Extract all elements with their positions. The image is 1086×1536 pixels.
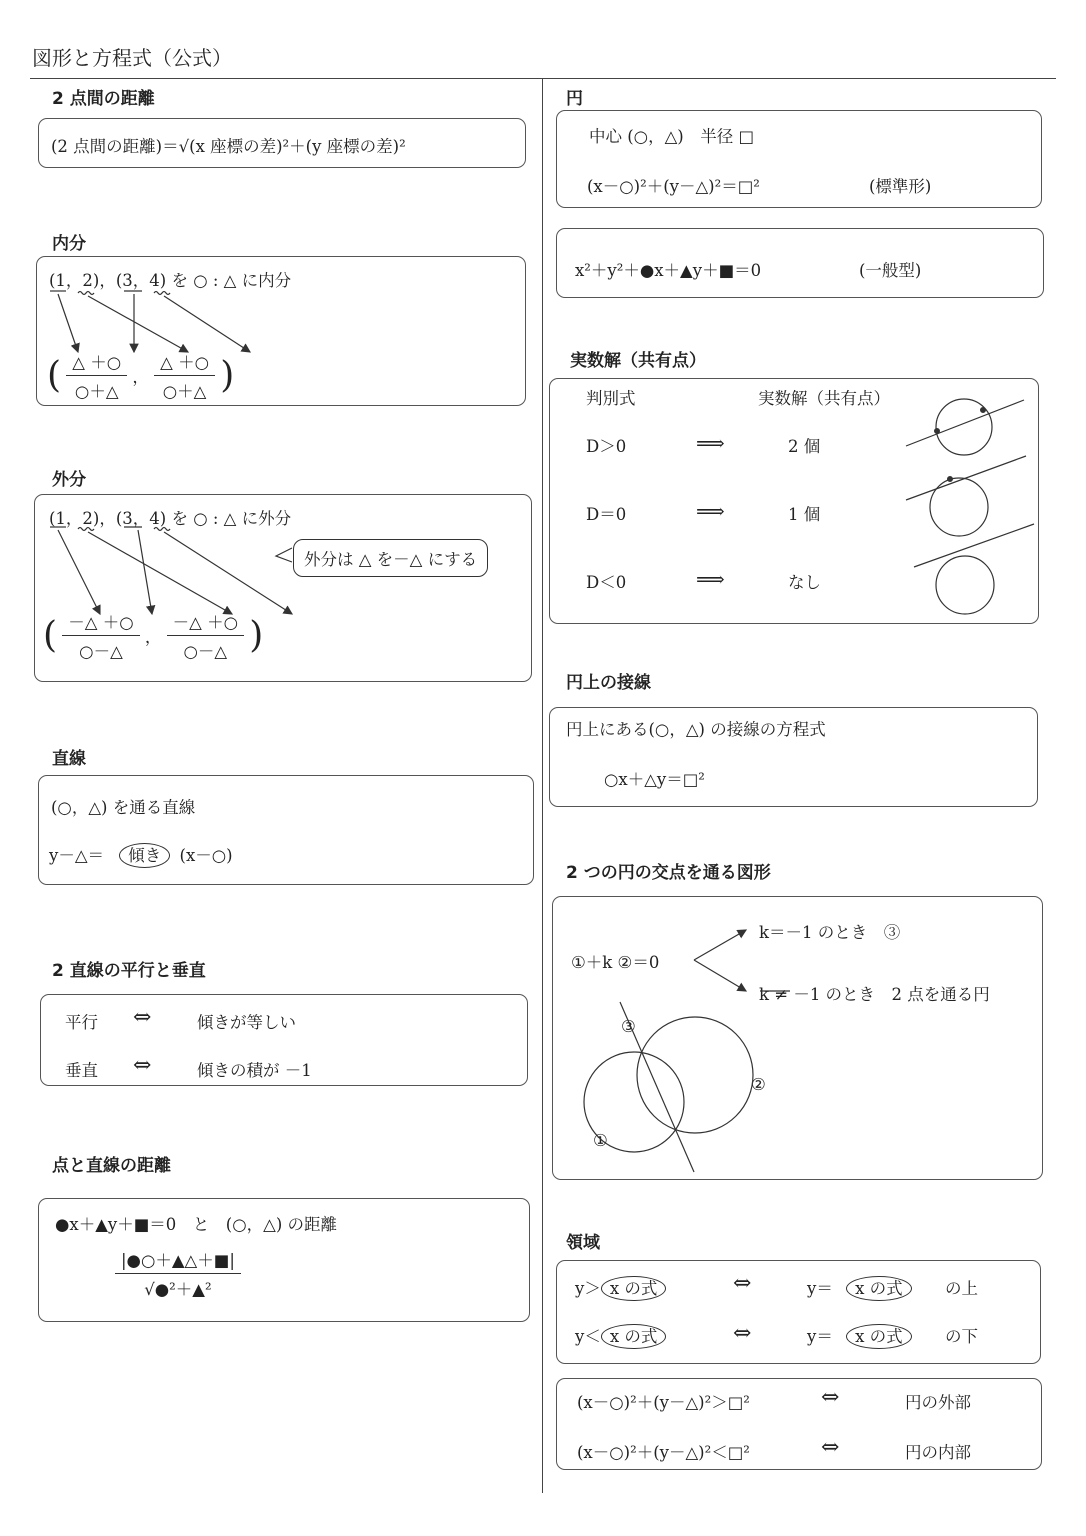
iff-arrow: ⇔ <box>821 1385 840 1410</box>
line-desc: (○，△) を通る直線 <box>51 798 196 817</box>
pointline-den: √●²＋▲² <box>144 1280 212 1299</box>
gaibun-arrows <box>50 527 292 614</box>
tangent-figure <box>906 456 1026 536</box>
gaibun-den1: ○－△ <box>79 642 123 661</box>
two-circle-figure <box>584 1002 753 1172</box>
iff-arrow: ⇔ <box>733 1271 752 1296</box>
inside-ineq: (x－○)²＋(y－△)²＜□² <box>577 1443 750 1462</box>
line-rhs: (x－○) <box>179 846 233 865</box>
gaibun-den2: ○－△ <box>183 642 228 661</box>
heading-parallel: 2 直線の平行と垂直 <box>52 961 206 981</box>
gaibun-bubble: 外分は △ を－△ にする <box>293 539 488 577</box>
heading-distance: 2 点間の距離 <box>52 89 155 109</box>
iff-arrow: ⇔ <box>821 1435 840 1460</box>
intersection-point <box>935 429 940 434</box>
naibun-num2: △ ＋○ <box>154 349 215 376</box>
heading-naibun: 内分 <box>52 234 86 254</box>
parallel-text: 傾きが等しい <box>197 1013 296 1032</box>
gaibun-num2: －△ ＋○ <box>167 609 244 636</box>
label-two: ② <box>751 1075 766 1094</box>
general-label: (一般型) <box>859 261 922 280</box>
region-above-label: の上 <box>945 1279 978 1298</box>
secant-figure <box>906 399 1024 455</box>
col-discriminant: 判別式 <box>586 389 636 408</box>
naibun-points: (1，2)，(3，4) を ○ : △ に内分 <box>49 271 292 290</box>
naibun-den2: ○＋△ <box>162 382 207 401</box>
page-title: 図形と方程式（公式） <box>32 46 232 70</box>
line-lhs: y－△＝ <box>49 846 105 865</box>
gaibun-result: ( $\frac{-\triangle +○}{○-\triangle}$ ， $\frac{-\triangle +○}{○-\triangle}$ ) <box>43 609 263 662</box>
heading-realsol: 実数解（共有点） <box>570 351 706 371</box>
pointline-desc: ●x＋▲y＋■＝0 と (○，△) の距離 <box>55 1215 338 1234</box>
circle-center-radius: 中心 (○，△) 半径 □ <box>589 127 755 146</box>
naibun-arrows <box>50 291 250 352</box>
outside-text: 円の外部 <box>905 1393 971 1412</box>
pointline-num: |●○＋▲△＋■| <box>115 1247 241 1274</box>
case-k-minus-one: k＝－1 のとき ③ <box>759 923 901 942</box>
iff-arrow: ⇔ <box>133 1053 152 1078</box>
heading-gaibun: 外分 <box>52 470 86 490</box>
outside-ineq: (x－○)²＋(y－△)²＞□² <box>577 1393 750 1412</box>
no-intersection-figure <box>914 524 1034 614</box>
distance-formula: (2 点間の距離)＝√(x 座標の差)²＋(y 座標の差)² <box>51 137 406 156</box>
slope-oval: 傾き <box>119 843 170 868</box>
tangent-formula: ○x＋△y＝□² <box>604 770 705 789</box>
intersection-point <box>981 408 986 413</box>
implies-arrow: ⟹ <box>696 499 725 523</box>
result-none: なし <box>788 573 821 592</box>
region-lhs: y＜ <box>575 1327 601 1346</box>
naibun-result: ( $\frac{\triangle +○}{○+\triangle}$ ， $\frac{\triangle +○}{○+\triangle}$ ) <box>47 349 234 402</box>
x-expr-oval: x の式 <box>846 1276 912 1301</box>
perp-label: 垂直 <box>65 1061 98 1080</box>
label-one: ① <box>593 1131 608 1150</box>
x-expr-oval: x の式 <box>601 1324 667 1349</box>
label-three: ③ <box>621 1017 636 1036</box>
tangent-desc: 円上にある(○，△) の接線の方程式 <box>566 720 826 739</box>
region-mid-eq: y＝ <box>807 1327 833 1346</box>
implies-arrow: ⟹ <box>696 431 725 455</box>
cond-d-negative: D＜0 <box>586 573 627 592</box>
x-expr-oval: x の式 <box>846 1324 912 1349</box>
iff-arrow: ⇔ <box>733 1321 752 1346</box>
heading-pointline: 点と直線の距離 <box>52 1156 171 1176</box>
naibun-num1: △ ＋○ <box>66 349 127 376</box>
cond-d-positive: D＞0 <box>586 437 627 456</box>
circle-general: x²＋y²＋●x＋▲y＋■＝0 <box>575 261 762 280</box>
iff-arrow: ⇔ <box>133 1005 152 1030</box>
result-one: 1 個 <box>788 505 821 524</box>
parallel-label: 平行 <box>65 1013 98 1032</box>
heading-twocircle: 2 つの円の交点を通る図形 <box>566 863 771 883</box>
region-lhs: y＞ <box>575 1279 601 1298</box>
heading-line: 直線 <box>52 749 86 769</box>
circle-standard: (x－○)²＋(y－△)²＝□² <box>587 177 760 196</box>
gaibun-points: (1，2)，(3，4) を ○ : △ に外分 <box>49 509 292 528</box>
col-realsol: 実数解（共有点） <box>758 389 890 408</box>
perp-text: 傾きの積が －1 <box>197 1061 312 1080</box>
x-expr-oval: x の式 <box>601 1276 667 1301</box>
cond-d-zero: D＝0 <box>586 505 627 524</box>
region-mid-eq: y＝ <box>807 1279 833 1298</box>
tangent-point <box>948 477 953 482</box>
standard-label: (標準形) <box>869 177 932 196</box>
naibun-den1: ○＋△ <box>74 382 119 401</box>
heading-circle: 円 <box>566 89 583 109</box>
branch-arrows <box>694 930 790 991</box>
inside-text: 円の内部 <box>905 1443 971 1462</box>
pencil-equation: ①＋k ②＝0 <box>571 953 660 972</box>
result-two: 2 個 <box>788 437 821 456</box>
heading-tangent: 円上の接線 <box>566 673 651 693</box>
region-below-label: の下 <box>945 1327 978 1346</box>
gaibun-num1: －△ ＋○ <box>62 609 139 636</box>
case-k-not-minus-one: k ≠ －1 のとき 2 点を通る円 <box>759 985 990 1004</box>
implies-arrow: ⟹ <box>696 567 725 591</box>
heading-region: 領域 <box>566 1233 600 1253</box>
